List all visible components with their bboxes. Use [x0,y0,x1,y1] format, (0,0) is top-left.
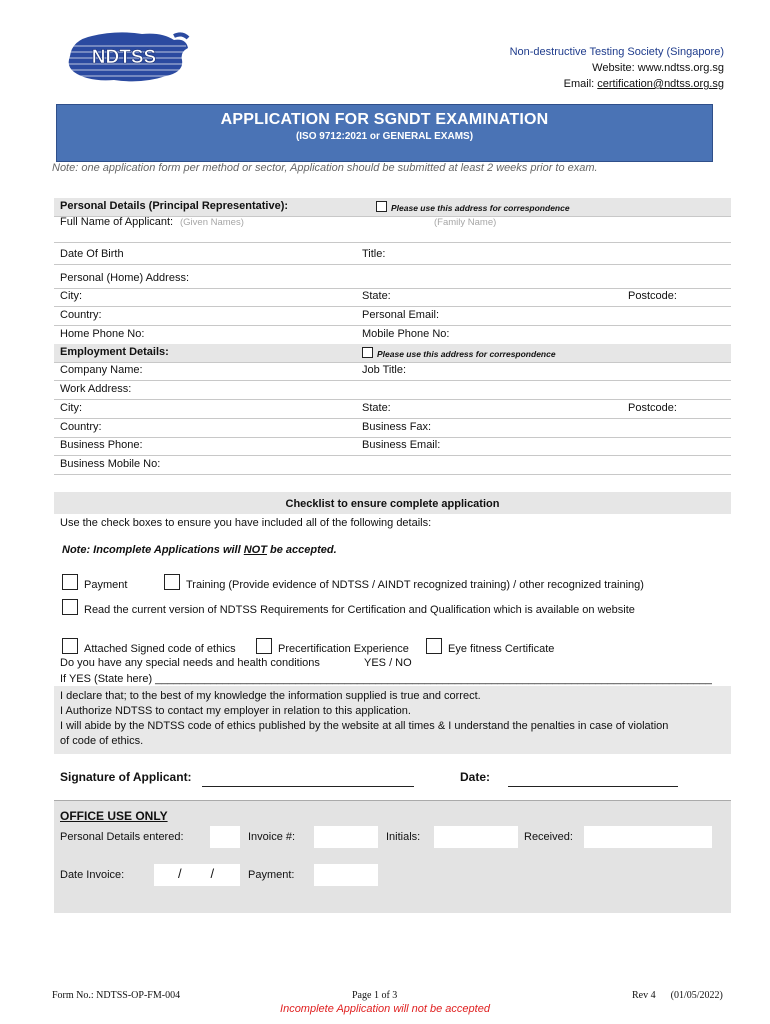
home-phone-label: Home Phone No: [60,328,145,340]
dob-row[interactable] [54,246,731,265]
home-city-label: City: [60,290,82,302]
signature-label: Signature of Applicant: [60,770,192,784]
eye-item [426,638,554,655]
business-mobile-label: Business Mobile No: [60,458,161,470]
work-address-row[interactable] [54,381,731,400]
special-needs-yesno[interactable]: YES / NO [364,657,412,669]
ethics-checkbox[interactable] [62,638,78,654]
payment-label: Payment [84,579,128,591]
ethics-item [62,638,236,655]
business-phone-label: Business Phone: [60,439,143,451]
precert-checkbox[interactable] [256,638,272,654]
home-city-row[interactable] [54,288,731,307]
employment-heading: Employment Details: [60,346,169,358]
ndtss-logo [62,26,192,86]
invoice-number-label: Invoice #: [248,831,296,843]
received-field[interactable] [584,826,712,848]
home-address-label: Personal (Home) Address: [60,272,189,284]
payment-office-field[interactable] [314,864,378,886]
website-link[interactable]: www.ndtss.org.sg [637,62,724,74]
date-invoice-label: Date Invoice: [60,869,125,881]
company-row[interactable] [54,362,731,381]
signature-field[interactable] [202,772,414,787]
incomplete-warning-post: be accepted. [266,544,337,556]
date-field[interactable] [508,772,678,787]
personal-entered-label: Personal Details entered: [60,831,184,843]
employment-correspondence-checkbox[interactable] [362,347,373,358]
work-state-label: State: [362,402,391,414]
home-address-row[interactable] [54,270,731,289]
website-line [592,60,724,76]
declaration-box [54,686,731,754]
personal-email-label: Personal Email: [362,309,440,321]
home-country-row[interactable] [54,307,731,326]
checklist-intro: Use the check boxes to ensure you have included all of the following details: [60,517,432,529]
training-item [164,574,644,591]
date-invoice-separators: / / [178,866,215,881]
work-postcode-label: Postcode: [628,402,677,414]
training-checkbox[interactable] [164,574,180,590]
title-banner [56,104,713,162]
given-names-hint: (Given Names) [180,217,244,228]
home-state-label: State: [362,290,391,302]
page-number: Page 1 of 3 [352,990,398,1001]
email-link[interactable]: certification@ndtss.org.sg [597,78,724,90]
office-use-box [54,800,731,913]
payment-checkbox[interactable] [62,574,78,590]
full-name-row[interactable] [54,214,731,243]
full-name-label: Full Name of Applicant: [60,216,174,228]
family-name-hint: (Family Name) [434,217,497,228]
website-label: Website: [592,62,635,74]
incomplete-warning-pre: Note: Incomplete Applications will [62,544,244,556]
email-line [564,76,724,92]
personal-entered-field[interactable] [210,826,240,848]
precert-item [256,638,409,655]
work-city-label: City: [60,402,82,414]
if-yes-field[interactable]: If YES (State here) ___________________________________________________________________________________________ [60,673,712,685]
declaration-line-1: I declare that; to the best of my knowledge the information supplied is true and correct. [60,690,481,702]
declaration-line-4: of code of ethics. [60,735,144,747]
logo-text: NDTSS [91,47,157,68]
initials-field[interactable] [434,826,518,848]
received-label: Received: [524,831,573,843]
mobile-phone-label: Mobile Phone No: [362,328,450,340]
training-label: Training (Provide evidence of NDTSS / AINDT recognized training) / other recognized training) [186,579,644,591]
ethics-label: Attached Signed code of ethics [84,643,236,655]
submission-note: Note: one application form per method or sector, Application should be submitted at least 2 weeks prior to exam. [52,162,598,174]
home-phone-row[interactable] [54,326,731,345]
date-invoice-field[interactable] [154,864,240,886]
title-label: Title: [362,248,386,260]
work-country-label: Country: [60,421,102,433]
employment-correspondence [362,347,556,360]
initials-label: Initials: [386,831,421,843]
org-name: Non-destructive Testing Society (Singapore) [509,46,724,58]
declaration-line-3: I will abide by the NDTSS code of ethics published by the website at all times & I understand the penalties in case of violation [60,720,669,732]
home-postcode-label: Postcode: [628,290,677,302]
date-label: Date: [460,770,491,784]
declaration-line-2: I Authorize NDTSS to contact my employer in relation to this application. [60,705,411,717]
personal-correspondence [376,201,570,214]
office-heading: OFFICE USE ONLY [60,809,168,823]
email-label: Email: [563,78,595,90]
footer-warning: Incomplete Application will not be accepted [280,1003,490,1015]
incomplete-warning [62,544,337,556]
work-address-label: Work Address: [60,383,132,395]
business-mobile-row[interactable] [54,456,731,475]
revision: Rev 4 (01/05/2022) [632,990,723,1001]
eye-label: Eye fitness Certificate [448,643,555,655]
payment-office-label: Payment: [248,869,295,881]
employment-correspondence-label: Please use this address for correspondence [377,349,556,359]
special-needs-question: Do you have any special needs and health conditions [60,657,320,669]
personal-correspondence-checkbox[interactable] [376,201,387,212]
invoice-number-field[interactable] [314,826,378,848]
precert-label: Precertification Experience [278,643,409,655]
page-title: APPLICATION FOR SGNDT EXAMINATION [220,111,549,128]
page-subtitle: (ISO 9712:2021 or GENERAL EXAMS) [295,131,474,142]
home-country-label: Country: [60,309,102,321]
personal-heading: Personal Details (Principal Representative): [60,200,289,212]
payment-item [62,574,127,591]
company-label: Company Name: [60,364,143,376]
work-city-row[interactable] [54,400,731,419]
job-title-label: Job Title: [362,364,407,376]
personal-correspondence-label: Please use this address for correspondence [391,203,570,213]
business-phone-row[interactable] [54,437,731,456]
read-checkbox[interactable] [62,599,78,615]
read-item [62,599,635,616]
read-label: Read the current version of NDTSS Requirements for Certification and Qualification which is available on website [84,604,635,616]
checklist-heading: Checklist to ensure complete application [54,492,731,514]
business-fax-label: Business Fax: [362,421,432,433]
business-email-label: Business Email: [362,439,441,451]
dob-label: Date Of Birth [60,248,124,260]
form-number: Form No.: NDTSS-OP-FM-004 [52,990,181,1001]
incomplete-warning-not: NOT [243,544,267,556]
employment-heading-row [54,344,731,363]
eye-checkbox[interactable] [426,638,442,654]
work-country-row[interactable] [54,419,731,438]
